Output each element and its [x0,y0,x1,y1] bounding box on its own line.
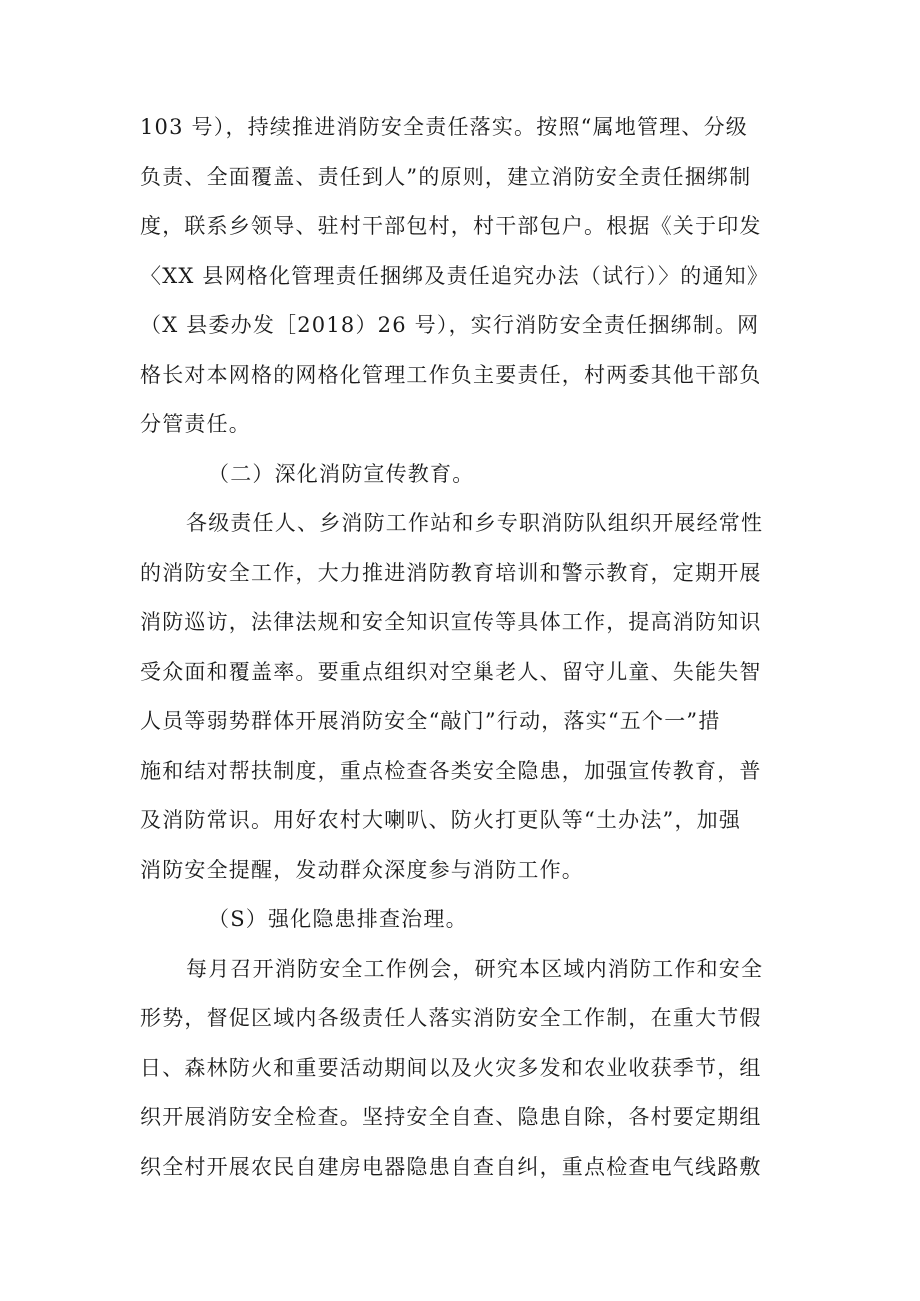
text-line: 消防安全提醒，发动群众深度参与消防工作。 [140,857,584,882]
text-line: 及消防常识。用好农村大喇叭、防火打更队等“土办法”，加强 [140,808,742,832]
paragraph-first-line: 每月召开消防安全工作例会，研究本区域内消防工作和安全 [186,956,764,981]
text-line: （X 县委办发［2018）26 号），实行消防安全责任捆绑制。网 [140,313,760,337]
document-body [140,103,782,1192]
text-line: 受众面和覆盖率。要重点组织对空巢老人、留守儿童、失能失智 [140,659,762,684]
text-line: 消防巡访，法律法规和安全知识宣传等具体工作，提高消防知识 [140,610,762,634]
text-line: 施和结对帮扶制度，重点检查各类安全隐患，加强宣传教育，普 [140,758,762,783]
text-line: 度，联系乡领导、驻村干部包村，村干部包户。根据《关于印发 [140,214,762,238]
text-line: 分管责任。 [140,412,251,436]
text-line: 的消防安全工作，大力推进消防教育培训和警示教育，定期开展 [140,560,762,585]
section-heading: （二）深化消防宣传教育。 [208,461,475,486]
text-line: 形势，督促区域内各级责任人落实消防安全工作制，在重大节假 [140,1006,762,1030]
text-line: 〈XX 县网格化管理责任捆绑及责任追究办法（试行）〉的通知》 [140,263,770,288]
text-line: 103 号），持续推进消防安全责任落实。按照“属地管理、分级 [140,115,748,139]
text-line: 织全村开展农民自建房电器隐患自查自纠，重点检查电气线路敷 [140,1154,762,1179]
text-line: 负责、全面覆盖、责任到人”的原则，建立消防安全责任捆绑制 [140,164,752,189]
text-line: 格长对本网格的网格化管理工作负主要责任，村两委其他干部负 [140,362,762,387]
text-line: 人员等弱势群体开展消防安全“敲门”行动，落实“五个一”措 [140,709,721,733]
text-line: 织开展消防安全检查。坚持安全自查、隐患自除，各村要定期组 [140,1105,762,1129]
paragraph-first-line: 各级责任人、乡消防工作站和乡专职消防队组织开展经常性 [186,511,764,535]
section-heading: （S）强化隐患排查治理。 [208,907,468,931]
text-line: 日、森林防火和重要活动期间以及火灾多发和农业收获季节，组 [140,1055,762,1080]
